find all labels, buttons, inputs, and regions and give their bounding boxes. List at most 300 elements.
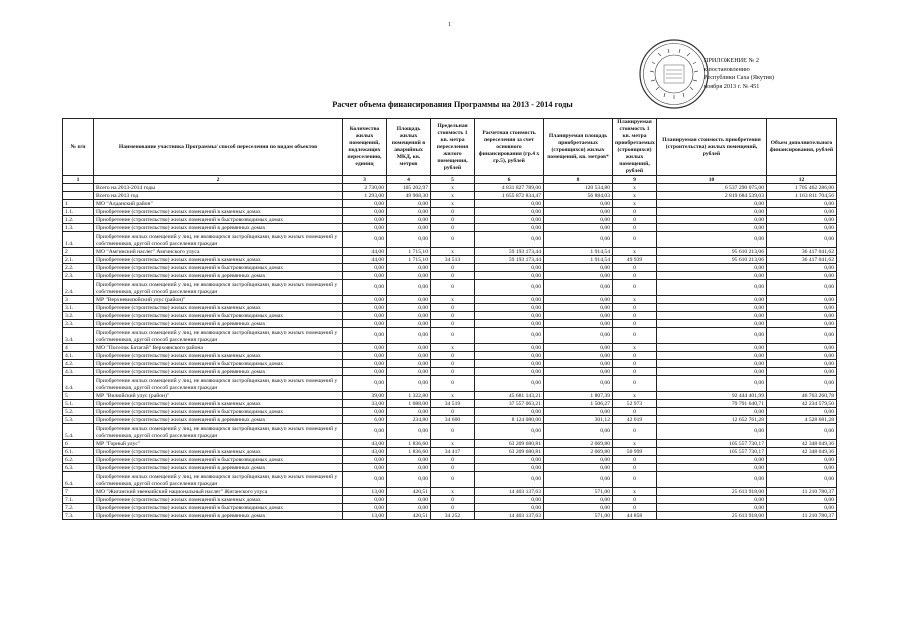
value-cell: 0,00 — [475, 424, 544, 440]
value-cell: 0,00 — [387, 368, 431, 376]
value-cell: 0,00 — [544, 264, 613, 272]
value-cell: 1 836,60 — [387, 448, 431, 456]
value-cell: 0,00 — [767, 232, 837, 248]
value-cell: 0,00 — [544, 200, 613, 208]
header-cell: Площадь жилых помещений в аварийных МКД, кв. метров — [387, 119, 431, 176]
value-cell: 63 209 680,81 — [475, 440, 544, 448]
value-cell: x — [431, 200, 475, 208]
participant-name-cell: МР "Горный улус" — [94, 440, 343, 448]
value-cell: 0,00 — [475, 464, 544, 472]
participant-name-cell: Приобретение (строительство) жилых помещений в каменных домах — [94, 208, 343, 216]
value-cell: 1 655 872 834,47 — [475, 192, 544, 200]
value-cell: 0,00 — [657, 504, 767, 512]
participant-name-cell: МР "Верхневилюйский улус (район)" — [94, 296, 343, 304]
value-cell: 0,00 — [544, 464, 613, 472]
column-number: 1 — [63, 176, 94, 184]
value-cell: 0,00 — [544, 320, 613, 328]
value-cell: 0 — [431, 264, 475, 272]
value-cell: 0 — [431, 320, 475, 328]
value-cell: 1 914,54 — [544, 248, 613, 256]
value-cell: 52 973 — [613, 400, 657, 408]
participant-name-cell: Приобретение жилых помещений у лиц, не являющихся застройщиками, выкуп жилых помещений у собственников, другой способ расселения граждан — [94, 472, 343, 488]
participant-name-cell: Всего на 2013-2014 годы — [94, 184, 343, 192]
appendix-line: ноября 2013 г. № 451 — [704, 82, 760, 90]
value-cell: 63 209 680,81 — [475, 448, 544, 456]
row-number-cell: 5.4. — [63, 424, 94, 440]
value-cell: 56 884,03 — [544, 192, 613, 200]
value-cell: 420,51 — [387, 488, 431, 496]
participant-name-cell: МО "Поселок Батагай" Верхоянского района — [94, 344, 343, 352]
value-cell: 0,00 — [767, 296, 837, 304]
value-cell: 0,00 — [767, 200, 837, 208]
value-cell: 2 730,00 — [343, 184, 387, 192]
value-cell: 0 — [613, 408, 657, 416]
value-cell: 1 836,60 — [387, 440, 431, 448]
value-cell: 0,00 — [657, 328, 767, 344]
table-row — [63, 304, 837, 312]
row-number-cell: 6.3. — [63, 464, 94, 472]
participant-name-cell: Всего на 2013 год — [94, 192, 343, 200]
value-cell: 0,00 — [657, 264, 767, 272]
row-number-cell: 1.2. — [63, 216, 94, 224]
value-cell: 0,00 — [657, 472, 767, 488]
value-cell: 0,00 — [343, 208, 387, 216]
value-cell: 0,00 — [343, 304, 387, 312]
row-number-cell: 3.2. — [63, 312, 94, 320]
value-cell: 0,00 — [475, 280, 544, 296]
participant-name-cell: Приобретение (строительство) жилых помещений в каменных домах — [94, 496, 343, 504]
value-cell: 120 534,80 — [544, 184, 613, 192]
value-cell: 0,00 — [657, 272, 767, 280]
table-row — [63, 192, 837, 200]
value-cell: 0,00 — [387, 472, 431, 488]
value-cell: 0,00 — [475, 496, 544, 504]
value-cell: 0,00 — [657, 464, 767, 472]
participant-name-cell: Приобретение (строительство) жилых помещений в деревянных домах — [94, 368, 343, 376]
table-row — [63, 232, 837, 248]
value-cell: 0,00 — [343, 296, 387, 304]
value-cell: 0,00 — [475, 208, 544, 216]
value-cell: 0,00 — [657, 304, 767, 312]
value-cell: 0,00 — [657, 352, 767, 360]
value-cell: 0,00 — [475, 360, 544, 368]
table-row — [63, 264, 837, 272]
value-cell: 0,00 — [343, 376, 387, 392]
value-cell: x — [613, 192, 657, 200]
value-cell: 0,00 — [767, 360, 837, 368]
participant-name-cell: Приобретение (строительство) жилых помещений в каменных домах — [94, 400, 343, 408]
value-cell: 0,00 — [544, 352, 613, 360]
value-cell: 0,00 — [387, 304, 431, 312]
participant-name-cell: Приобретение (строительство) жилых помещений в деревянных домах — [94, 464, 343, 472]
value-cell: 1 914,54 — [544, 256, 613, 264]
value-cell: 0 — [431, 328, 475, 344]
value-cell: 0,00 — [475, 216, 544, 224]
value-cell: 0 — [431, 496, 475, 504]
appendix-line: к постановлению — [704, 65, 750, 73]
table-row — [63, 488, 837, 496]
value-cell: 0 — [431, 504, 475, 512]
value-cell: 0,00 — [767, 496, 837, 504]
participant-name-cell: Приобретение (строительство) жилых помещений в деревянных домах — [94, 224, 343, 232]
value-cell: 14 403 137,63 — [475, 512, 544, 520]
value-cell: 0,00 — [475, 344, 544, 352]
row-number-cell: 1 — [63, 200, 94, 208]
value-cell: 25 613 918,00 — [657, 512, 767, 520]
value-cell: x — [431, 392, 475, 400]
header-cell: Количество жилых помещений, подлежащих переселению, единиц — [343, 119, 387, 176]
value-cell: 0,00 — [767, 224, 837, 232]
participant-name-cell: Приобретение (строительство) жилых помещений в деревянных домах — [94, 512, 343, 520]
row-number-cell: 4 — [63, 344, 94, 352]
value-cell: 0,00 — [387, 280, 431, 296]
table-row — [63, 352, 837, 360]
value-cell: 0,00 — [343, 424, 387, 440]
value-cell: 0,00 — [475, 504, 544, 512]
value-cell: 0 — [431, 352, 475, 360]
value-cell: 0 — [431, 408, 475, 416]
value-cell: 0 — [431, 304, 475, 312]
value-cell: 301,12 — [544, 416, 613, 424]
value-cell: 0,00 — [657, 496, 767, 504]
value-cell: 0,00 — [387, 208, 431, 216]
value-cell: 0 — [431, 464, 475, 472]
value-cell: 0,00 — [475, 272, 544, 280]
value-cell: 0 — [613, 496, 657, 504]
value-cell: 36 417 041,62 — [767, 248, 837, 256]
header-cell: Планируемая стоимость 1 кв. метра приобретаемых (строящихся) жилых помещений, рублей — [613, 119, 657, 176]
financing-table — [62, 118, 837, 520]
value-cell: 0,00 — [343, 264, 387, 272]
table-row — [63, 472, 837, 488]
value-cell: x — [431, 488, 475, 496]
value-cell: 1 163 811 704,56 — [767, 192, 837, 200]
appendix-block — [704, 57, 774, 91]
value-cell: 0,00 — [343, 328, 387, 344]
value-cell: 0,00 — [544, 208, 613, 216]
value-cell: 1 088,00 — [387, 400, 431, 408]
value-cell: 4 528 681,28 — [767, 416, 837, 424]
value-cell: 0,00 — [544, 368, 613, 376]
table-row — [63, 280, 837, 296]
participant-name-cell: Приобретение (строительство) жилых помещений в деревянных домах — [94, 416, 343, 424]
value-cell: 0,00 — [544, 272, 613, 280]
participant-name-cell: Приобретение жилых помещений у лиц, не являющихся застройщиками, выкуп жилых помещений у собственников, другой способ расселения граждан — [94, 280, 343, 296]
value-cell: 234,80 — [387, 416, 431, 424]
row-number-cell — [63, 192, 94, 200]
value-cell: 1 322,80 — [387, 392, 431, 400]
value-cell: 0,00 — [767, 352, 837, 360]
value-cell: 420,51 — [387, 512, 431, 520]
table-row — [63, 184, 837, 192]
value-cell: 0,00 — [657, 224, 767, 232]
value-cell: x — [431, 192, 475, 200]
row-number-cell: 2.2. — [63, 264, 94, 272]
table-body — [63, 176, 837, 520]
value-cell: x — [613, 200, 657, 208]
value-cell: 0,00 — [544, 328, 613, 344]
value-cell: 0,00 — [767, 456, 837, 464]
value-cell: 0 — [431, 312, 475, 320]
row-number-cell — [63, 184, 94, 192]
value-cell: 0 — [613, 424, 657, 440]
value-cell: 105 557 730,17 — [657, 440, 767, 448]
participant-name-cell: МО "Жиганский эвенкийский национальный наслег" Жиганского улуса — [94, 488, 343, 496]
table-row — [63, 512, 837, 520]
value-cell: 0,00 — [767, 304, 837, 312]
value-cell: 0,00 — [343, 272, 387, 280]
row-number-cell: 2 — [63, 248, 94, 256]
row-number-cell: 7.3. — [63, 512, 94, 520]
column-number-row — [63, 176, 837, 184]
participant-name-cell: Приобретение жилых помещений у лиц, не являющихся застройщиками, выкуп жилых помещений у собственников, другой способ расселения граждан — [94, 232, 343, 248]
value-cell: 0 — [613, 352, 657, 360]
value-cell: 42 348 049,36 — [767, 448, 837, 456]
value-cell: 0,00 — [475, 352, 544, 360]
value-cell: 0 — [613, 360, 657, 368]
value-cell: 0,00 — [387, 272, 431, 280]
value-cell: 0,00 — [657, 320, 767, 328]
value-cell: 50 999 — [613, 448, 657, 456]
value-cell: 0,00 — [387, 352, 431, 360]
value-cell: 0 — [613, 280, 657, 296]
value-cell: 0 — [613, 328, 657, 344]
table-header — [63, 119, 837, 176]
value-cell: 0,00 — [544, 232, 613, 248]
value-cell: 14 403 137,63 — [475, 488, 544, 496]
value-cell: x — [613, 184, 657, 192]
value-cell: x — [431, 296, 475, 304]
value-cell: 0,00 — [544, 304, 613, 312]
value-cell: 59 193 173,44 — [475, 256, 544, 264]
value-cell: 0 — [613, 456, 657, 464]
table-row — [63, 368, 837, 376]
value-cell: 0 — [431, 224, 475, 232]
value-cell: 95 610 213,06 — [657, 248, 767, 256]
table-row — [63, 344, 837, 352]
participant-name-cell: Приобретение (строительство) жилых помещений в каменных домах — [94, 448, 343, 456]
value-cell: 0,00 — [387, 424, 431, 440]
value-cell: x — [431, 440, 475, 448]
table-row — [63, 296, 837, 304]
value-cell: 0,00 — [544, 472, 613, 488]
value-cell: x — [613, 488, 657, 496]
value-cell: 2 069,80 — [544, 448, 613, 456]
value-cell: 0,00 — [657, 360, 767, 368]
header-cell: Наименование участника Программы/ способ переселения по видам объектов — [94, 119, 343, 176]
value-cell: 0,00 — [767, 216, 837, 224]
table-row — [63, 456, 837, 464]
table-row — [63, 376, 837, 392]
value-cell: 59 193 173,44 — [475, 248, 544, 256]
value-cell: 6,00 — [343, 416, 387, 424]
row-number-cell: 4.3. — [63, 368, 94, 376]
participant-name-cell: Приобретение (строительство) жилых помещений в быстровозводимых домах — [94, 456, 343, 464]
row-number-cell: 3.4. — [63, 328, 94, 344]
value-cell: 1 705 462 286,00 — [767, 184, 837, 192]
value-cell: 0,00 — [475, 456, 544, 464]
value-cell: 0,00 — [387, 320, 431, 328]
table-row — [63, 224, 837, 232]
value-cell: 0,00 — [544, 344, 613, 352]
table-row — [63, 424, 837, 440]
value-cell: 0,00 — [657, 208, 767, 216]
table-row — [63, 328, 837, 344]
value-cell: 6 537 290 075,00 — [657, 184, 767, 192]
value-cell: 49 939 — [613, 256, 657, 264]
value-cell: 0,00 — [387, 408, 431, 416]
value-cell: 0,00 — [544, 376, 613, 392]
value-cell: 4 831 827 789,00 — [475, 184, 544, 192]
column-number: 2 — [94, 176, 343, 184]
value-cell: 571,00 — [544, 512, 613, 520]
value-cell: 0,00 — [544, 496, 613, 504]
value-cell: 0,00 — [343, 232, 387, 248]
row-number-cell: 6.1. — [63, 448, 94, 456]
participant-name-cell: МР "Вилюйский улус (район)" — [94, 392, 343, 400]
value-cell: 0,00 — [544, 296, 613, 304]
row-number-cell: 5 — [63, 392, 94, 400]
value-cell: 0,00 — [657, 376, 767, 392]
value-cell: 0,00 — [544, 216, 613, 224]
value-cell: 0 — [613, 208, 657, 216]
value-cell: 43,00 — [343, 440, 387, 448]
value-cell: 0,00 — [544, 408, 613, 416]
value-cell: 0 — [431, 360, 475, 368]
value-cell: 0 — [613, 264, 657, 272]
value-cell: 0,00 — [343, 464, 387, 472]
header-cell: Объем дополнительного финансирования, рублей — [767, 119, 837, 176]
row-number-cell: 1.1. — [63, 208, 94, 216]
value-cell: 0,00 — [767, 368, 837, 376]
value-cell: 0,00 — [387, 496, 431, 504]
value-cell: 0,00 — [475, 472, 544, 488]
value-cell: 0,00 — [387, 328, 431, 344]
column-number: 9 — [613, 176, 657, 184]
value-cell: 0,00 — [387, 344, 431, 352]
value-cell: 0,00 — [475, 232, 544, 248]
header-cell: Планируемая стоимость приобретения (строительства) жилых помещений, рублей — [657, 119, 767, 176]
value-cell: 0,00 — [657, 344, 767, 352]
value-cell: 1 506,27 — [544, 400, 613, 408]
value-cell: 0,00 — [767, 312, 837, 320]
participant-name-cell: Приобретение жилых помещений у лиц, не являющихся застройщиками, выкуп жилых помещений у собственников, другой способ расселения граждан — [94, 376, 343, 392]
value-cell: 0,00 — [343, 360, 387, 368]
value-cell: 0,00 — [657, 216, 767, 224]
value-cell: 44,00 — [343, 256, 387, 264]
row-number-cell: 5.3. — [63, 416, 94, 424]
value-cell: 0 — [431, 376, 475, 392]
column-number: 12 — [767, 176, 837, 184]
row-number-cell: 1.3. — [63, 224, 94, 232]
value-cell: 42 019 — [613, 416, 657, 424]
header-cell: Расчетная стоимость переселения за счет основного финансирования (гр.4 х гр.5), рублей — [475, 119, 544, 176]
row-number-cell: 3.3. — [63, 320, 94, 328]
table-row — [63, 312, 837, 320]
value-cell: 79 791 640,71 — [657, 400, 767, 408]
header-cell: Предельная стоимость 1 кв. метра переселения жилого помещения, рублей — [431, 119, 475, 176]
value-cell: 0,00 — [544, 424, 613, 440]
value-cell: 0 — [431, 424, 475, 440]
value-cell: 0 — [431, 208, 475, 216]
value-cell: 0 — [431, 232, 475, 248]
value-cell: 0,00 — [343, 456, 387, 464]
value-cell: 0,00 — [387, 264, 431, 272]
value-cell: 0,00 — [343, 280, 387, 296]
value-cell: 0,00 — [475, 224, 544, 232]
value-cell: 0,00 — [475, 296, 544, 304]
table-row — [63, 272, 837, 280]
value-cell: 0,00 — [475, 320, 544, 328]
value-cell: 0,00 — [657, 456, 767, 464]
value-cell: 0 — [613, 472, 657, 488]
value-cell: 0,00 — [343, 352, 387, 360]
value-cell: 0,00 — [767, 472, 837, 488]
value-cell: 42 348 049,36 — [767, 440, 837, 448]
participant-name-cell: Приобретение (строительство) жилых помещений в быстровозводимых домах — [94, 504, 343, 512]
value-cell: 0,00 — [387, 296, 431, 304]
value-cell: 0 — [613, 272, 657, 280]
value-cell: 0,00 — [657, 312, 767, 320]
value-cell: x — [613, 344, 657, 352]
value-cell: 0,00 — [343, 472, 387, 488]
value-cell: 0,00 — [767, 408, 837, 416]
value-cell: 0,00 — [544, 360, 613, 368]
row-number-cell: 5.2. — [63, 408, 94, 416]
value-cell: 0,00 — [767, 208, 837, 216]
value-cell: x — [431, 248, 475, 256]
value-cell: 1 807,39 — [544, 392, 613, 400]
value-cell: 0,00 — [657, 368, 767, 376]
value-cell: 0,00 — [767, 424, 837, 440]
value-cell: 2 819 684 539,03 — [657, 192, 767, 200]
value-cell: 45 681 143,21 — [475, 392, 544, 400]
value-cell: 0,00 — [343, 320, 387, 328]
participant-name-cell: Приобретение (строительство) жилых помещений в каменных домах — [94, 256, 343, 264]
participant-name-cell: Приобретение (строительство) жилых помещений в деревянных домах — [94, 272, 343, 280]
value-cell: 0,00 — [657, 408, 767, 416]
table-row — [63, 400, 837, 408]
value-cell: 0,00 — [475, 376, 544, 392]
value-cell: 0,00 — [387, 216, 431, 224]
value-cell: 0,00 — [343, 408, 387, 416]
participant-name-cell: Приобретение жилых помещений у лиц, не являющихся застройщиками, выкуп жилых помещений у собственников, другой способ расселения граждан — [94, 424, 343, 440]
value-cell: 0,00 — [544, 280, 613, 296]
value-cell: 1 715,10 — [387, 256, 431, 264]
table-row — [63, 496, 837, 504]
table-row — [63, 408, 837, 416]
value-cell: 0,00 — [657, 232, 767, 248]
table-row — [63, 208, 837, 216]
row-number-cell: 7.1. — [63, 496, 94, 504]
value-cell: 0,00 — [387, 376, 431, 392]
value-cell: 0,00 — [387, 456, 431, 464]
participant-name-cell: Приобретение (строительство) жилых помещений в быстровозводимых домах — [94, 216, 343, 224]
value-cell: 2 069,80 — [544, 440, 613, 448]
value-cell: 0,00 — [544, 456, 613, 464]
value-cell: 0 — [613, 216, 657, 224]
value-cell: 0,00 — [767, 344, 837, 352]
value-cell: 11 210 780,37 — [767, 488, 837, 496]
value-cell: 0,00 — [767, 272, 837, 280]
value-cell: 37 557 063,21 — [475, 400, 544, 408]
value-cell: 39,00 — [343, 392, 387, 400]
value-cell: 0,00 — [657, 200, 767, 208]
value-cell: 0 — [613, 232, 657, 248]
value-cell: 34 417 — [431, 448, 475, 456]
value-cell: 0 — [613, 224, 657, 232]
value-cell: 0,00 — [767, 264, 837, 272]
